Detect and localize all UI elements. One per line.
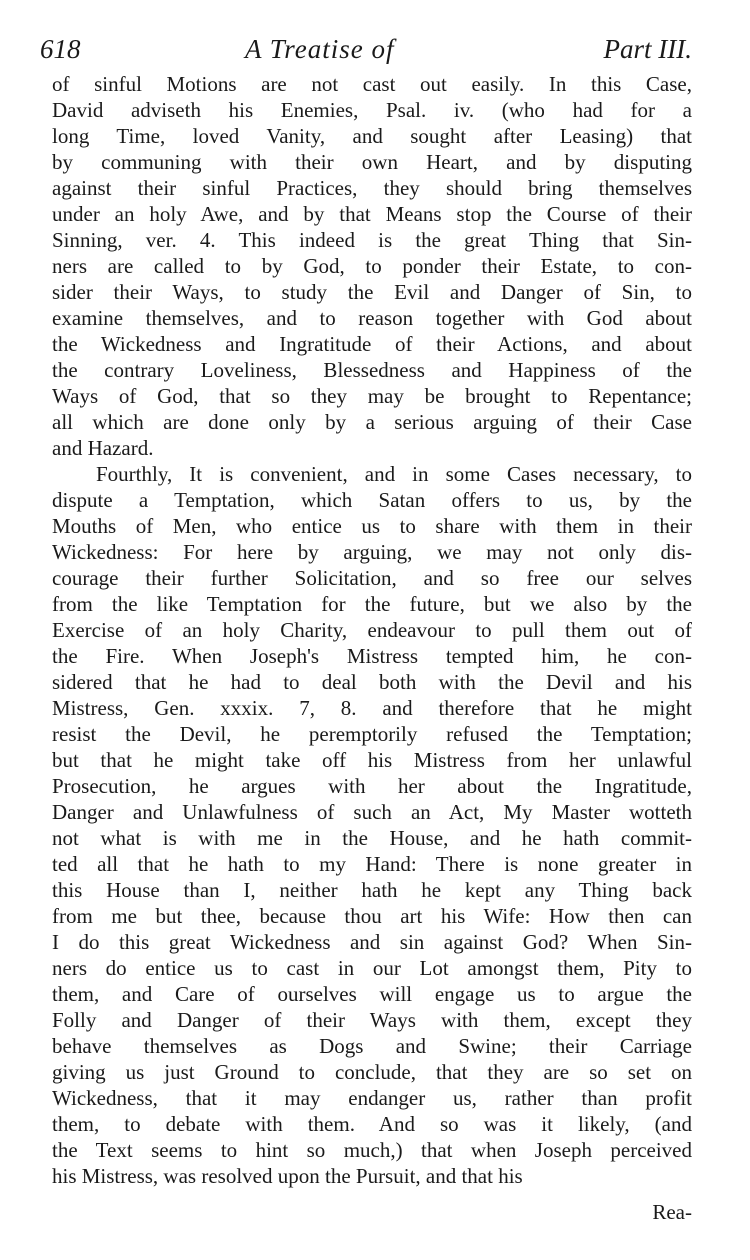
text-line: Folly and Danger of their Ways with them, except they (52, 1008, 692, 1032)
text-line: ners do entice us to cast in our Lot amongst them, Pity to (52, 956, 692, 980)
text-line: Wickedness, that it may endanger us, rather than profit (52, 1086, 692, 1110)
text-line: ted all that he hath to my Hand: There is none greater in (52, 852, 692, 876)
text-line: Prosecution, he argues with her about the Ingratitude, (52, 774, 692, 798)
body-text (52, 71, 692, 1189)
text-line: by communing with their own Heart, and by disputing (52, 150, 692, 174)
running-header (40, 30, 692, 70)
text-line: not what is with me in the House, and he hath commit- (52, 826, 692, 850)
text-line: the contrary Loveliness, Blessedness and Happiness of the (52, 358, 692, 382)
text-line: giving us just Ground to conclude, that they are so set on (52, 1060, 692, 1084)
text-line: Fourthly, It is convenient, and in some Cases necessary, to (96, 462, 692, 486)
text-line: from me but thee, because thou art his Wife: How then can (52, 904, 692, 928)
text-line: Mistress, Gen. xxxix. 7, 8. and therefore that he might (52, 696, 692, 720)
text-line: sidered that he had to deal both with the Devil and his (52, 670, 692, 694)
text-line: all which are done only by a serious arguing of their Case (52, 410, 692, 434)
text-line: Danger and Unlawfulness of such an Act, My Master wotteth (52, 800, 692, 824)
text-line: Mouths of Men, who entice us to share with them in their (52, 514, 692, 538)
text-line: against their sinful Practices, they should bring themselves (52, 176, 692, 200)
text-line: the Fire. When Joseph's Mistress tempted him, he con- (52, 644, 692, 668)
text-line: the Wickedness and Ingratitude of their Actions, and about (52, 332, 692, 356)
catchword: Rea- (652, 1200, 692, 1224)
text-line: them, and Care of ourselves will engage us to argue the (52, 982, 692, 1006)
text-line: of sinful Motions are not cast out easily. In this Case, (52, 72, 692, 96)
text-line: but that he might take off his Mistress from her unlawful (52, 748, 692, 772)
text-line: the Text seems to hint so much,) that when Joseph perceived (52, 1138, 692, 1162)
text-line: from the like Temptation for the future, but we also by the (52, 592, 692, 616)
text-line: Sinning, ver. 4. This indeed is the great Thing that Sin- (52, 228, 692, 252)
text-line: long Time, loved Vanity, and sought after Leasing) that (52, 124, 692, 148)
text-line: his Mistress, was resolved upon the Pursuit, and that his (52, 1164, 523, 1188)
page-number: 618 (40, 34, 81, 64)
text-line: courage their further Solicitation, and so free our selves (52, 566, 692, 590)
text-line: behave themselves as Dogs and Swine; their Carriage (52, 1034, 692, 1058)
text-line: Exercise of an holy Charity, endeavour to pull them out of (52, 618, 692, 642)
text-line: dispute a Temptation, which Satan offers to us, by the (52, 488, 692, 512)
text-line: sider their Ways, to study the Evil and Danger of Sin, to (52, 280, 692, 304)
text-line: them, to debate with them. And so was it likely, (and (52, 1112, 692, 1136)
text-line: resist the Devil, he peremptorily refused the Temptation; (52, 722, 692, 746)
text-line: ners are called to by God, to ponder their Estate, to con- (52, 254, 692, 278)
text-line: Wickedness: For here by arguing, we may not only dis- (52, 540, 692, 564)
text-line: this House than I, neither hath he kept any Thing back (52, 878, 692, 902)
text-line: I do this great Wickedness and sin against God? When Sin- (52, 930, 692, 954)
text-line: examine themselves, and to reason together with God about (52, 306, 692, 330)
text-line: Ways of God, that so they may be brought to Repentance; (52, 384, 692, 408)
text-line: and Hazard. (52, 436, 154, 460)
part-label: Part III. (603, 34, 692, 64)
text-line: David adviseth his Enemies, Psal. iv. (who had for a (52, 98, 692, 122)
text-line: under an holy Awe, and by that Means stop the Course of their (52, 202, 692, 226)
running-title: A Treatise of (245, 34, 395, 64)
